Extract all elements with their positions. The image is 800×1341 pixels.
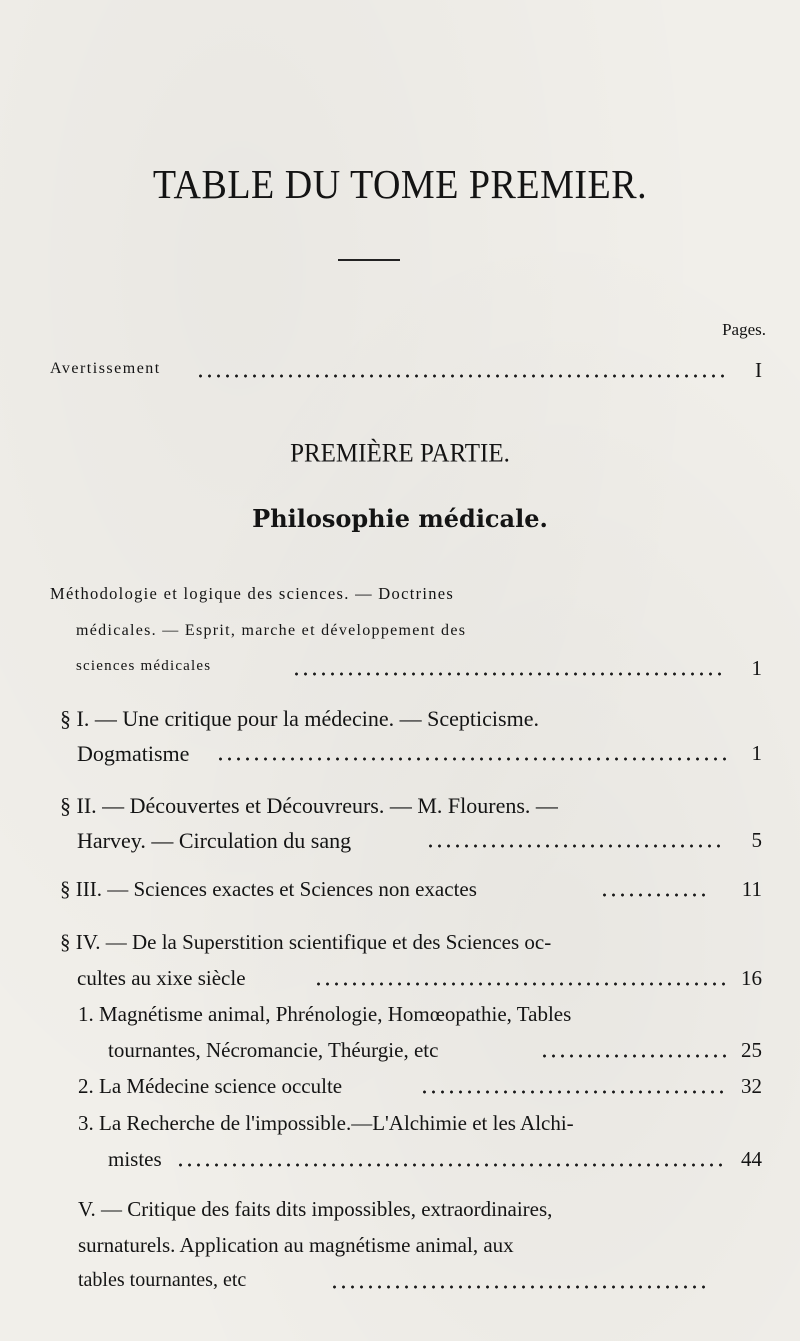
- page-number: 32: [741, 1074, 762, 1098]
- page-number: 5: [751, 828, 762, 852]
- part-heading: PREMIÈRE PARTIE.: [290, 439, 510, 468]
- toc-entry-text: Avertissement: [50, 360, 161, 377]
- toc-entry-text: 2. La Médecine science occulte: [78, 1074, 343, 1098]
- toc-entry-avertissement[interactable]: [0, 354, 800, 388]
- toc-entry-i3[interactable]: [0, 1143, 800, 1177]
- toc-entry-s1-line1: § I. — Une critique pour la médecine. — Scepticisme.: [60, 706, 539, 731]
- leader-dots: [426, 844, 726, 848]
- leader-dots: [600, 893, 710, 897]
- leader-dots: [420, 1090, 726, 1094]
- toc-entry-s2-line1: § II. — Découvertes et Découvreurs. — M. Flourens. —: [60, 793, 558, 818]
- title-rule: [338, 259, 400, 261]
- toc-entry-text: § III. — Sciences exactes et Sciences non exactes: [60, 877, 477, 901]
- toc-entry-text: tournantes, Nécromancie, Théurgie, etc: [108, 1038, 439, 1062]
- toc-entry-text: sciences médicales: [76, 658, 212, 674]
- toc-entry-i2[interactable]: [0, 1070, 800, 1104]
- toc-entry-text: Harvey. — Circulation du sang: [77, 828, 352, 853]
- toc-entry-methodologie-line2: médicales. — Esprit, marche et développement des: [76, 622, 467, 639]
- toc-entry-text: cultes au xixe siècle: [77, 966, 246, 990]
- toc-entry-s4[interactable]: [0, 962, 800, 996]
- toc-entry-s5[interactable]: [0, 1265, 800, 1299]
- leader-dots: [330, 1285, 710, 1289]
- toc-entry-s5-line2: surnaturels. Application au magnétisme animal, aux: [78, 1233, 514, 1257]
- toc-entry-s1[interactable]: [0, 737, 800, 771]
- page-number: 1: [751, 741, 762, 765]
- leader-dots: [196, 374, 726, 378]
- toc-entry-text: mistes: [108, 1147, 162, 1171]
- toc-entry-i1-line1: 1. Magnétisme animal, Phrénologie, Homœopathie, Tables: [78, 1002, 572, 1026]
- page-number: 25: [741, 1038, 762, 1062]
- pages-column-label: Pages.: [722, 320, 766, 339]
- leader-dots: [314, 982, 726, 986]
- toc-entry-text: Dogmatisme: [77, 741, 190, 766]
- page-number: 11: [741, 877, 762, 901]
- page-title: TABLE DU TOME PREMIER.: [152, 162, 648, 208]
- page-number: 44: [741, 1147, 762, 1171]
- leader-dots: [176, 1163, 726, 1167]
- leader-dots: [292, 672, 726, 676]
- page-number: I: [755, 358, 762, 382]
- toc-entry-s3[interactable]: [0, 873, 800, 907]
- toc-entry-methodologie-line1: Méthodologie et logique des sciences. — Doctrines: [50, 584, 455, 603]
- toc-entry-text: tables tournantes, etc: [78, 1269, 247, 1291]
- page-number: 16: [741, 966, 762, 990]
- toc-entry-s5-line1: V. — Critique des faits dits impossibles, extraordinaires,: [78, 1197, 553, 1221]
- leader-dots: [216, 757, 726, 761]
- page-number: 1: [751, 656, 762, 680]
- toc-entry-i3-line1: 3. La Recherche de l'impossible.—L'Alchimie et les Alchi-: [78, 1111, 574, 1135]
- toc-entry-i1[interactable]: [0, 1034, 800, 1068]
- toc-entry-s4-line1: § IV. — De la Superstition scientifique et des Sciences oc-: [60, 930, 552, 954]
- part-subheading: Philosophie médicale.: [252, 504, 548, 533]
- toc-entry-methodologie[interactable]: [0, 652, 800, 686]
- toc-entry-s2[interactable]: [0, 824, 800, 858]
- leader-dots: [540, 1054, 726, 1058]
